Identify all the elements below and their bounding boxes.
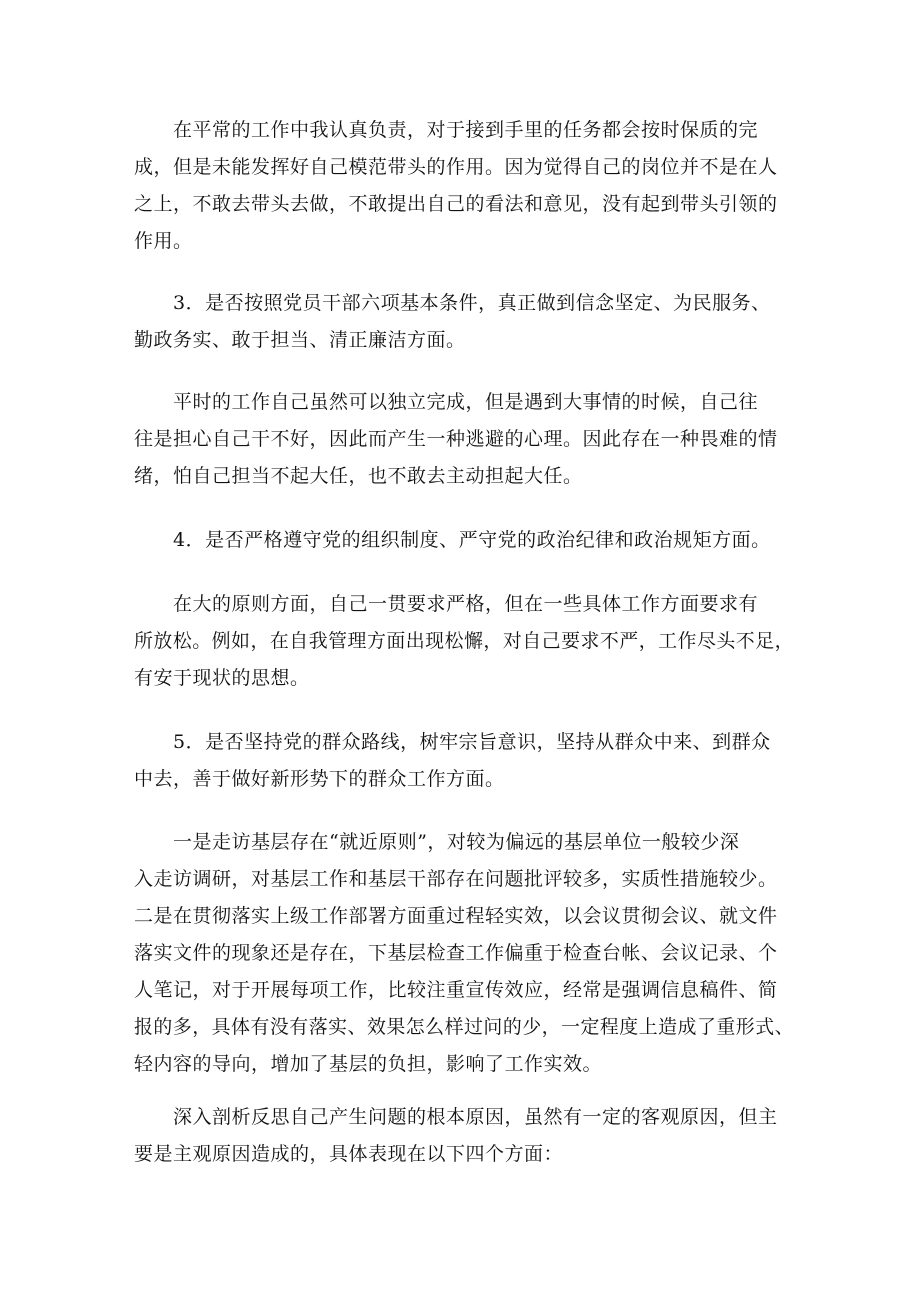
text-line: 4．是否严格遵守党的组织制度、严守党的政治纪律和政治规矩方面。: [134, 529, 771, 551]
text-line: 要是主观原因造成的，具体表现在以下四个方面：: [134, 1143, 564, 1165]
text-line: 深入剖析反思自己产生问题的根本原因，虽然有一定的客观原因，但主: [134, 1106, 778, 1128]
text-line: 成，但是未能发挥好自己模范带头的作用。因为觉得自己的岗位并不是在人: [134, 156, 778, 178]
paragraph-responsibility: [134, 112, 794, 260]
text-line: 一是走访基层存在“就近原则”，对较为偏远的基层单位一般较少深: [134, 831, 740, 853]
text-line: 人笔记，对于开展每项工作，比较注重宣传效应，经常是强调信息稿件、简: [134, 979, 778, 1001]
text-line: 落实文件的现象还是存在，下基层检查工作偏重于检查台帐、会议记录、个: [134, 942, 778, 964]
text-line: 之上，不敢去带头去做，不敢提出自己的看法和意见，没有起到带头引领的: [134, 193, 778, 215]
text-line: 3．是否按照党员干部六项基本条件，真正做到信念坚定、为民服务、: [134, 292, 771, 314]
text-line: 往是担心自己干不好，因此而产生一种逃避的心理。因此存在一种畏难的情: [134, 428, 778, 450]
paragraph-principles: [134, 586, 794, 697]
heading-item-3: [134, 285, 794, 359]
heading-item-4: [134, 522, 794, 559]
text-line: 报的多，具体有没有落实、效果怎么样过问的少，一定程度上造成了重形式、: [134, 1016, 795, 1038]
paragraph-independence: [134, 384, 794, 495]
text-line: 在大的原则方面，自己一贯要求严格，但在一些具体工作方面要求有: [134, 593, 759, 615]
text-line: 5．是否坚持党的群众路线，树牢宗旨意识，坚持从群众中来、到群众: [134, 731, 771, 753]
paragraph-root-causes: [134, 1099, 794, 1173]
text-line: 中去，善于做好新形势下的群众工作方面。: [134, 768, 505, 790]
text-line: 勤政务实、敢于担当、清正廉洁方面。: [134, 329, 466, 351]
text-line: 绪，怕自己担当不起大任，也不敢去主动担起大任。: [134, 465, 583, 487]
text-line: 平时的工作自己虽然可以独立完成，但是遇到大事情的时候，自己往: [134, 391, 759, 413]
text-line: 有安于现状的思想。: [134, 667, 310, 689]
text-line: 二是在贯彻落实上级工作部署方面重过程轻实效，以会议贯彻会议、就文件: [134, 905, 778, 927]
text-line: 入走访调研，对基层工作和基层干部存在问题批评较多，实质性措施较少。: [134, 868, 778, 890]
text-line: 作用。: [134, 230, 193, 252]
paragraph-grassroots: [134, 824, 794, 1083]
text-line: 在平常的工作中我认真负责，对于接到手里的任务都会按时保质的完: [134, 119, 759, 141]
text-line: 轻内容的导向，增加了基层的负担，影响了工作实效。: [134, 1053, 603, 1075]
heading-item-5: [134, 724, 794, 798]
text-line: 所放松。例如，在自我管理方面出现松懈，对自己要求不严，工作尽头不足，: [134, 630, 795, 652]
